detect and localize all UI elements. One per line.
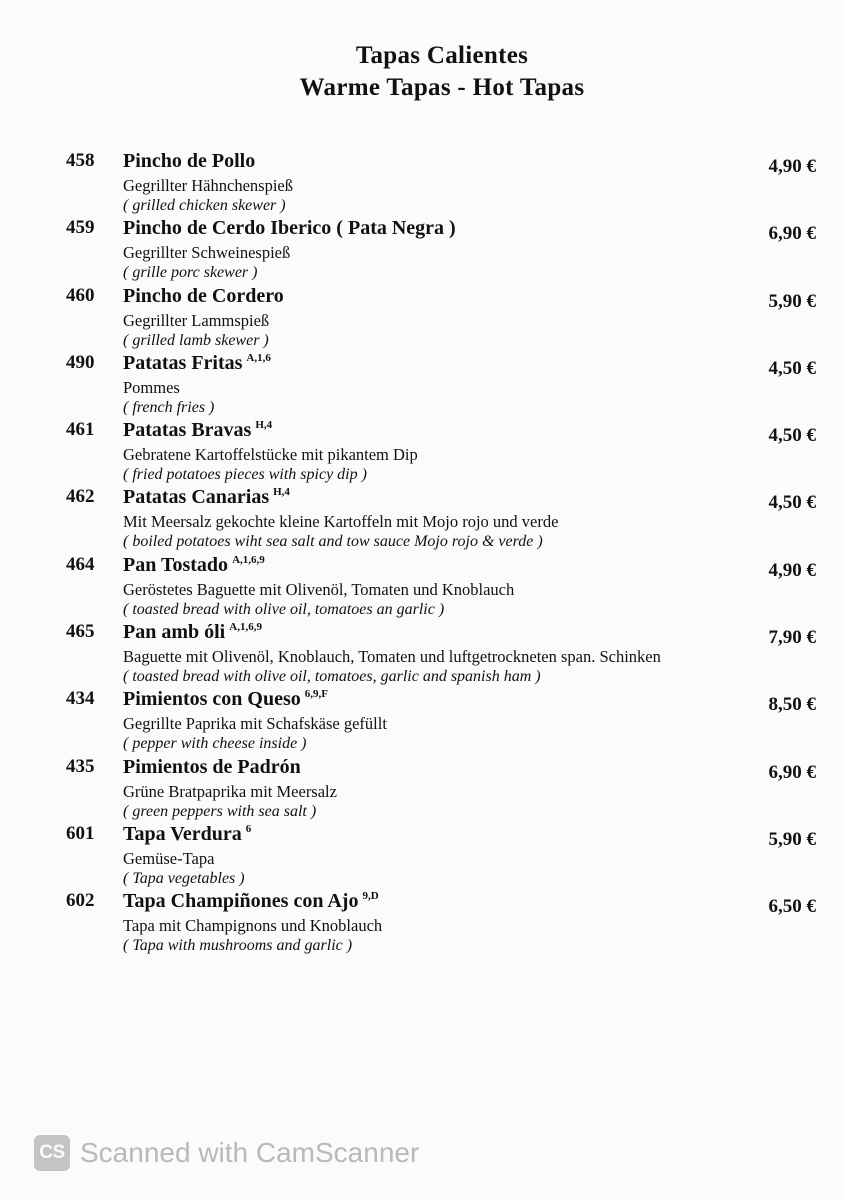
item-name: Pimientos con Queso $^{6,9,F}$	[123, 688, 329, 711]
item-price: 6,90 €	[768, 761, 816, 783]
item-name: Patatas Canarias $^{H,4}$	[123, 486, 290, 509]
menu-item	[0, 486, 844, 553]
item-price: 4,50 €	[768, 425, 816, 447]
menu-item	[0, 688, 844, 755]
item-allergens: 9,D	[362, 890, 379, 903]
item-allergens: A,1,6	[246, 351, 271, 364]
item-name: Pan Tostado $^{A,1,6,9}$	[123, 553, 265, 576]
item-name: Pimientos de Padrón	[123, 755, 301, 778]
item-number: 602	[66, 890, 95, 912]
menu-title: Tapas Calientes	[355, 42, 529, 69]
menu-item	[0, 756, 844, 823]
item-description-en: ( toasted bread with olive oil, tomatoes, garlic and spanish ham )	[123, 668, 541, 686]
item-description-de: Gegrillter Schweinespieß	[123, 243, 291, 263]
menu-list	[0, 150, 844, 958]
item-description-de: Gegrillter Hähnchenspieß	[123, 176, 293, 195]
item-price: 4,90 €	[768, 156, 816, 177]
item-name: Tapa Verdura $^6$	[123, 822, 252, 845]
item-allergens: 6,9,F	[304, 688, 329, 701]
item-number: 459	[66, 217, 95, 239]
item-description-de: Gegrillter Lammspieß	[123, 310, 270, 330]
item-name: Tapa Champiñones con Ajo $^{9,D}$	[123, 890, 379, 913]
item-name: Patatas Fritas $^{A,1,6}$	[123, 351, 271, 374]
item-number: 601	[66, 822, 95, 844]
item-description-en: ( Tapa vegetables )	[123, 869, 245, 887]
camscanner-watermark	[34, 1135, 419, 1171]
menu-item	[0, 823, 844, 890]
item-number: 490	[66, 351, 95, 373]
camscanner-logo-icon: CS	[34, 1135, 70, 1171]
menu-item	[0, 554, 844, 621]
menu-item	[0, 352, 844, 419]
item-price: 6,90 €	[768, 223, 816, 245]
item-allergens: H,4	[273, 486, 290, 499]
item-price: 8,50 €	[768, 694, 816, 716]
menu-item	[0, 621, 844, 688]
item-price: 4,90 €	[768, 559, 816, 581]
item-number: 434	[66, 688, 95, 710]
item-price: 7,90 €	[768, 627, 816, 649]
item-name: Pincho de Cordero	[123, 284, 284, 307]
item-description-en: ( toasted bread with olive oil, tomatoes an garlic )	[123, 600, 445, 618]
item-name: Pan amb óli $^{A,1,6,9}$	[123, 621, 262, 644]
item-description-en: ( grilled chicken skewer )	[123, 197, 286, 214]
item-description-de: Tapa mit Champignons und Knoblauch	[123, 916, 383, 936]
item-description-de: Gegrillte Paprika mit Schafskäse gefüllt	[123, 714, 387, 734]
item-description-de: Geröstetes Baguette mit Olivenöl, Tomaten und Knoblauch	[123, 579, 515, 599]
item-name: Pincho de Cerdo Iberico ( Pata Negra )	[123, 217, 456, 240]
item-name: Patatas Bravas $^{H,4}$	[123, 419, 273, 442]
item-number: 458	[66, 150, 95, 171]
item-description-en: ( boiled potatoes wiht sea salt and tow sauce Mojo rojo & verde )	[123, 533, 543, 551]
item-description-de: Mit Meersalz gekochte kleine Kartoffeln mit Mojo rojo und verde	[123, 512, 559, 532]
item-allergens: H,4	[255, 419, 273, 432]
item-name: Pincho de Pollo	[123, 150, 256, 172]
item-allergens: A,1,6,9	[229, 621, 262, 634]
item-description-en: ( pepper with cheese inside )	[123, 735, 307, 753]
item-number: 464	[66, 553, 95, 575]
item-number: 460	[66, 284, 95, 306]
item-description-en: ( grille porc skewer )	[123, 264, 258, 282]
item-description-de: Gebratene Kartoffelstücke mit pikantem Dip	[123, 445, 418, 465]
item-number: 462	[66, 486, 95, 508]
menu-item	[0, 419, 844, 486]
item-description-de: Pommes	[123, 377, 180, 397]
item-number: 461	[66, 419, 95, 441]
item-number: 435	[66, 755, 95, 777]
item-description-de: Grüne Bratpaprika mit Meersalz	[123, 781, 337, 801]
item-description-en: ( grilled lamb skewer )	[123, 331, 269, 349]
item-number: 465	[66, 621, 95, 643]
item-description-de: Baguette mit Olivenöl, Knoblauch, Tomaten und luftgetrockneten span. Schinken	[123, 647, 661, 667]
item-allergens: A,1,6,9	[232, 553, 265, 566]
menu-item	[0, 890, 844, 957]
menu-item	[0, 285, 844, 352]
item-price: 6,50 €	[768, 896, 816, 918]
item-description-de: Gemüse-Tapa	[123, 848, 215, 868]
item-description-en: ( french fries )	[123, 398, 215, 416]
menu-item	[0, 150, 844, 217]
item-price: 5,90 €	[768, 290, 816, 312]
item-description-en: ( fried potatoes pieces with spicy dip )	[123, 466, 367, 484]
item-price: 4,50 €	[768, 357, 816, 379]
item-description-en: ( Tapa with mushrooms and garlic )	[123, 937, 353, 955]
item-price: 4,50 €	[768, 492, 816, 514]
item-allergens: 6	[245, 822, 252, 835]
item-description-en: ( green peppers with sea salt )	[123, 802, 317, 820]
menu-subtitle: Warme Tapas - Hot Tapas	[299, 74, 585, 101]
menu-item	[0, 217, 844, 284]
watermark-text: Scanned with CamScanner	[80, 1137, 420, 1168]
item-price: 5,90 €	[768, 828, 816, 850]
